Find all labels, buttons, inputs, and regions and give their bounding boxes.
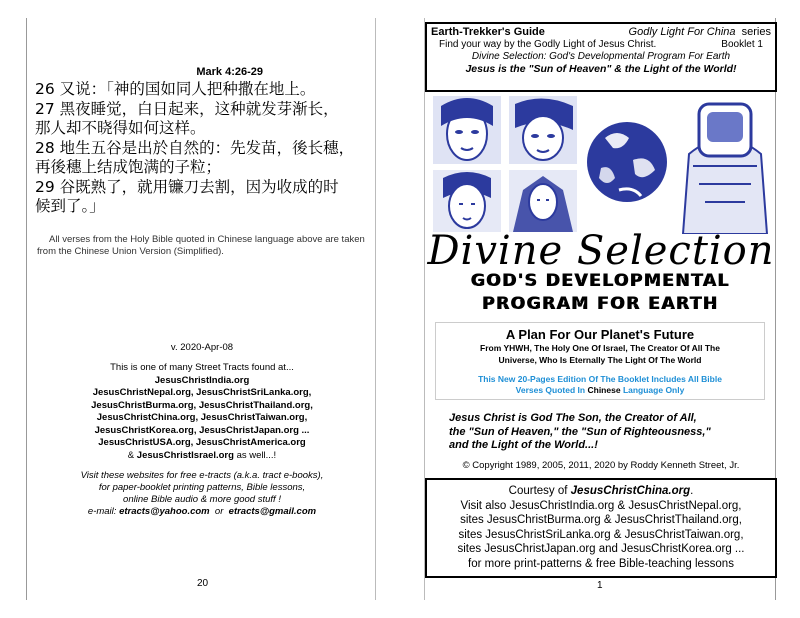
courtesy-sites-line[interactable]: sites JesusChristBurma.org & JesusChristThailand.org, (460, 514, 742, 526)
right-page (424, 18, 776, 600)
header-motto: Jesus is the "Sun of Heaven" & the Light of the World! (465, 63, 737, 75)
websites-note (27, 470, 377, 518)
email-yahoo-link[interactable]: etracts@yahoo.com (119, 506, 210, 517)
ampersand: & (127, 449, 135, 461)
tract-site-line[interactable]: JesusChristKorea.org, JesusChristJapan.org ... (94, 424, 310, 436)
tract-site-last-line (27, 450, 377, 463)
tract-sites-block (27, 362, 377, 462)
verse-line: 29 谷既熟了，就用镰刀去割，因为收成的时 (35, 177, 339, 196)
photo-face-3 (433, 170, 501, 232)
email-line (27, 506, 377, 518)
courtesy-footer-line: for more print-patterns & free Bible-teaching lessons (468, 557, 734, 570)
plan-line: Universe, Who Is Eternally The Light Of The World (498, 355, 702, 365)
booklet-number: Booklet 1 (721, 39, 763, 50)
tract-site-line[interactable]: JesusChristBurma.org, JesusChristThailand.org, (91, 399, 313, 411)
astronaut-image (679, 94, 771, 234)
tract-site-line[interactable]: JesusChristIndia.org (154, 374, 250, 386)
tracts-intro: This is one of many Street Tracts found at... (110, 362, 294, 373)
verse-line: 候到了。」 (35, 197, 105, 215)
courtesy-sites-line[interactable]: sites JesusChristJapan.org and JesusChristKorea.org ... (457, 543, 745, 555)
jesus-statement (449, 412, 765, 453)
verse-line: 再後穗上结成饱满的子粒； (35, 158, 222, 176)
page-number-left: 20 (197, 578, 209, 589)
verse-line: 那人却不晓得如何这样。 (35, 119, 206, 137)
websites-note-line: Visit these websites for free e-tracts (a.k.a. tract e-books), (80, 470, 324, 481)
verse-source-note: All verses from the Holy Bible quoted in Chinese language above are taken from the Chinese Union Version (Simplified). (37, 234, 365, 257)
cover-subtitle (425, 270, 777, 316)
cover-title: Divine Selection (427, 228, 775, 274)
courtesy-sites-line[interactable]: Visit also JesusChristIndia.org & JesusChristNepal.org, (460, 499, 742, 512)
edition-pre: Verses Quoted In (515, 385, 586, 395)
header-subtitle: Divine Selection: God's Developmental Program For Earth (471, 51, 731, 62)
courtesy-label: Courtesy of (508, 485, 568, 497)
earth-globe-image (583, 98, 671, 226)
chinese-verses (35, 80, 373, 217)
courtesy-sites-line[interactable]: sites JesusChristSriLanka.org & JesusChristTaiwan.org, (458, 528, 744, 541)
tagline: Find your way by the Godly Light of Jesus Christ. (439, 39, 657, 50)
copyright: © Copyright 1989, 2005, 2011, 2020 by Roddy Kenneth Street, Jr. (462, 460, 740, 471)
as-well-text: as well...! (236, 449, 277, 461)
verse-line: 28 地生五谷是出於自然的：先发苗，後长穗， (35, 138, 355, 157)
header-box (425, 22, 777, 92)
guide-brand: Earth-Trekker's Guide (431, 26, 545, 38)
photo-face-2 (509, 96, 577, 164)
plan-line: From YHWH, The Holy One Of Israel, The Creator Of All The (480, 343, 720, 353)
edition-line: This New 20-Pages Edition Of The Booklet Includes All Bible (478, 374, 722, 384)
photo-face-4 (509, 170, 577, 232)
series-label (629, 26, 771, 38)
series-word: series (741, 26, 771, 38)
edition-post: Language Only (622, 385, 685, 395)
version-label: v. 2020-Apr-08 (170, 342, 234, 353)
verse-reference: Mark 4:26-29 (196, 66, 263, 78)
websites-note-line: online Bible audio & more good stuff ! (123, 494, 281, 505)
china-site-link[interactable]: JesusChristChina.org (570, 485, 691, 497)
verse-line: 27 黑夜睡觉，白日起来，这种就发芽渐长， (35, 99, 339, 118)
email-or: or (214, 506, 224, 517)
photo-face-1 (433, 96, 501, 164)
jesus-line: Jesus Christ is God The Son, the Creator of All, (449, 412, 697, 424)
subtitle-line-2: PROGRAM FOR EARTH (482, 294, 720, 314)
subtitle-line-1: GOD'S DEVELOPMENTAL (471, 271, 731, 291)
page-number-right: 1 (597, 580, 603, 591)
verse-line: 26 又说：「神的国如同人把种撒在地上。 (35, 80, 316, 98)
tract-site-line[interactable]: JesusChristNepal.org, JesusChristSriLanka.org, (92, 387, 312, 398)
plan-box (435, 322, 765, 400)
email-label: e-mail: (87, 506, 117, 517)
jesus-line: the "Sun of Heaven," the "Sun of Righteousness," (449, 425, 711, 438)
edition-language-line (436, 385, 764, 396)
tract-site-line[interactable]: JesusChristChina.org, JesusChristTaiwan.org, (96, 412, 308, 423)
courtesy-line: Courtesy of JesusChristChina.org. (508, 485, 694, 497)
left-page (26, 18, 376, 600)
websites-note-line: for paper-booklet printing patterns, Bible lessons, (98, 482, 306, 493)
israel-site-link[interactable]: JesusChristIsrael.org (136, 449, 234, 461)
tract-site-line[interactable]: JesusChristUSA.org, JesusChristAmerica.org (98, 437, 306, 448)
cover-photos (425, 92, 777, 242)
plan-title: A Plan For Our Planet's Future (505, 327, 695, 342)
series-title: Godly Light For China (628, 26, 736, 38)
email-gmail-link[interactable]: etracts@gmail.com (228, 506, 317, 517)
courtesy-box (425, 478, 777, 578)
edition-language: Chinese (587, 385, 621, 395)
jesus-line: and the Light of the World...! (449, 439, 598, 451)
